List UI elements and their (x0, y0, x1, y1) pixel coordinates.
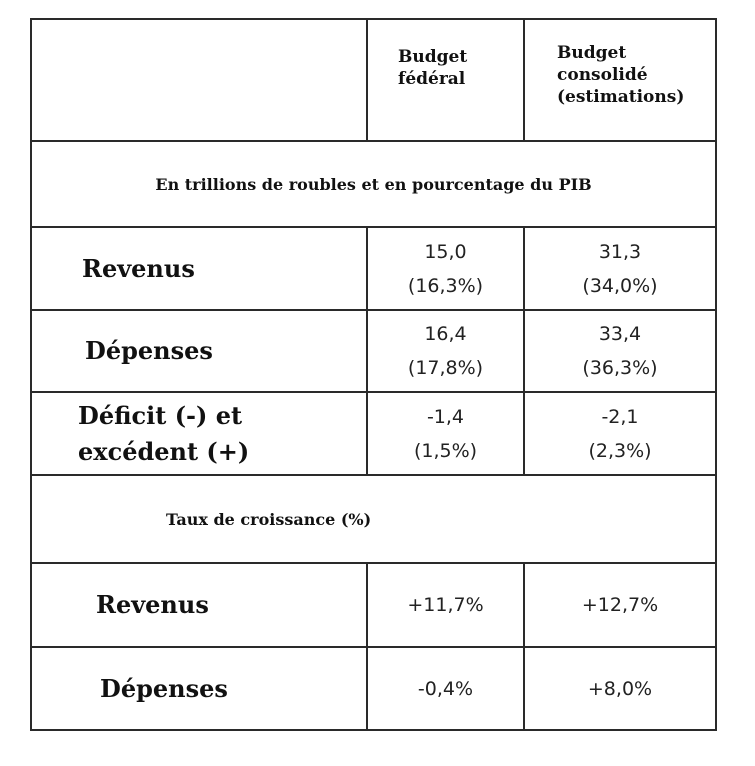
value: 15,0 (424, 240, 467, 263)
cell-federal-depenses-growth (368, 648, 525, 729)
percent: (2,3%) (588, 439, 652, 462)
table-row (32, 228, 715, 311)
cell-consolidated-revenus-growth (525, 564, 715, 646)
row-label-depenses-growth: Dépenses (32, 648, 368, 729)
header-federal-label: Budget fédéral (398, 47, 468, 89)
table-row (32, 648, 715, 729)
percent: (16,3%) (407, 274, 484, 297)
percent: (36,3%) (582, 357, 658, 379)
table-row (32, 393, 715, 476)
row-label-deficit-text: Déficit (-) et excédent (+) (78, 400, 250, 466)
header-empty-cell (32, 20, 368, 140)
percent: (34,0%) (582, 274, 658, 297)
cell-consolidated-depenses-growth (525, 648, 715, 729)
value: 16,4 (424, 323, 467, 345)
header-federal-budget (368, 20, 525, 140)
cell-federal-depenses (368, 311, 525, 391)
value: +12,7% (581, 594, 659, 616)
cell-federal-revenus-growth (368, 564, 525, 646)
cell-consolidated-revenus (525, 228, 715, 309)
cell-consolidated-depenses (525, 311, 715, 391)
section-title-units: En trillions de roubles et en pourcentage du PIB (155, 174, 592, 194)
row-label-depenses: Dépenses (32, 311, 368, 391)
table-header-row (32, 20, 715, 142)
header-consolidated-label: Budget consolidé (estimations) (557, 43, 685, 107)
table-row (32, 564, 715, 648)
value: 33,4 (598, 323, 642, 345)
value: 31,3 (598, 240, 642, 263)
cell-federal-deficit (368, 393, 525, 474)
cell-consolidated-deficit (525, 393, 715, 474)
section-title-growth: Taux de croissance (%) (166, 509, 372, 529)
table-row (32, 311, 715, 393)
value: -1,4 (426, 405, 465, 428)
budget-table (30, 18, 717, 731)
value: -2,1 (601, 405, 639, 428)
value: +8,0% (587, 677, 653, 700)
section-row-units (32, 142, 715, 228)
cell-federal-revenus (368, 228, 525, 309)
value: +11,7% (407, 594, 484, 616)
row-label-revenus: Revenus (32, 228, 368, 309)
header-consolidated-budget (525, 20, 715, 140)
value: -0,4% (417, 677, 474, 700)
percent: (1,5%) (413, 439, 478, 462)
row-label-revenus-growth: Revenus (32, 564, 368, 646)
percent: (17,8%) (407, 357, 484, 379)
row-label-deficit (32, 393, 368, 474)
section-row-growth (32, 476, 715, 564)
